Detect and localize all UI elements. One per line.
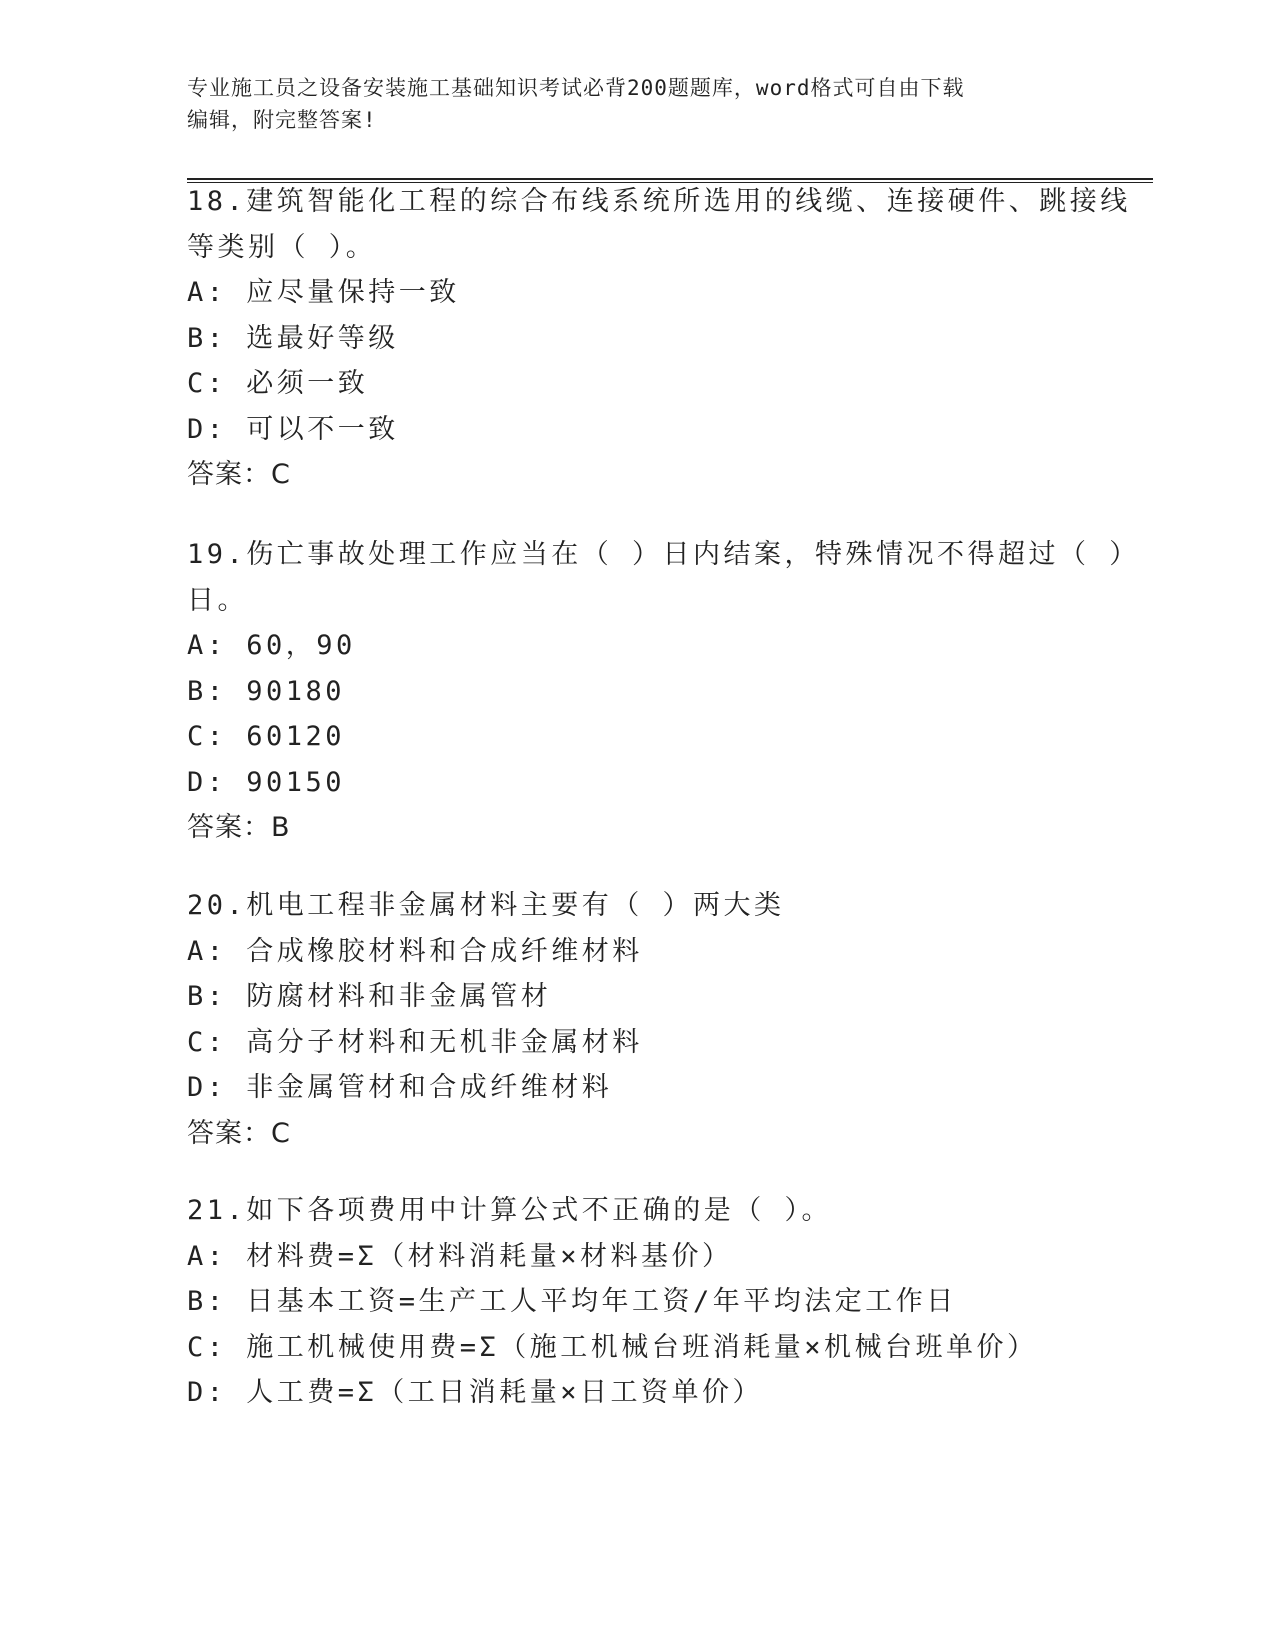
answer: 答案：C bbox=[187, 1117, 291, 1149]
question-20 bbox=[187, 883, 1087, 1156]
header-line-2: 编辑，附完整答案! bbox=[187, 108, 377, 132]
option-d: D: 90150 bbox=[187, 766, 346, 798]
question-18 bbox=[187, 179, 1131, 498]
option-c: C: 必须一致 bbox=[187, 368, 369, 399]
option-c: C: 施工机械使用费=Σ（施工机械台班消耗量×机械台班单价） bbox=[187, 1331, 1038, 1363]
answer: 答案：C bbox=[187, 459, 291, 490]
option-c: C: 高分子材料和无机非金属材料 bbox=[187, 1026, 643, 1058]
option-d: D: 可以不一致 bbox=[187, 413, 399, 445]
option-a: A: 60，90 bbox=[187, 630, 356, 661]
question-stem: 18.建筑智能化工程的综合布线系统所选用的线缆、连接硬件、跳接线 bbox=[187, 186, 1131, 217]
option-a: A: 材料费=Σ（材料消耗量×材料基价） bbox=[187, 1240, 733, 1272]
option-b: B: 90180 bbox=[187, 675, 346, 707]
option-a: A: 应尽量保持一致 bbox=[187, 277, 460, 308]
option-a: A: 合成橡胶材料和合成纤维材料 bbox=[187, 935, 643, 967]
option-b: B: 日基本工资=生产工人平均年工资/年平均法定工作日 bbox=[187, 1286, 957, 1317]
question-21 bbox=[187, 1188, 1087, 1416]
option-d: D: 非金属管材和合成纤维材料 bbox=[187, 1072, 613, 1103]
header-line-1: 专业施工员之设备安装施工基础知识考试必背200题题库，word格式可自由下载 bbox=[187, 76, 965, 100]
option-c: C: 60120 bbox=[187, 721, 346, 752]
document-header bbox=[187, 72, 1067, 136]
question-stem: 20.机电工程非金属材料主要有（ ）两大类 bbox=[187, 890, 785, 921]
question-stem-continued: 等类别（ ）。 bbox=[187, 231, 377, 263]
question-19 bbox=[187, 532, 1140, 851]
answer: 答案：B bbox=[187, 812, 291, 843]
question-stem: 19.伤亡事故处理工作应当在（ ）日内结案，特殊情况不得超过（ ） bbox=[187, 539, 1140, 570]
option-d: D: 人工费=Σ（工日消耗量×日工资单价） bbox=[187, 1377, 764, 1408]
option-b: B: 防腐材料和非金属管材 bbox=[187, 981, 552, 1012]
option-b: B: 选最好等级 bbox=[187, 322, 399, 354]
question-stem: 21.如下各项费用中计算公式不正确的是（ ）。 bbox=[187, 1195, 833, 1226]
question-stem-continued: 日。 bbox=[187, 584, 248, 616]
